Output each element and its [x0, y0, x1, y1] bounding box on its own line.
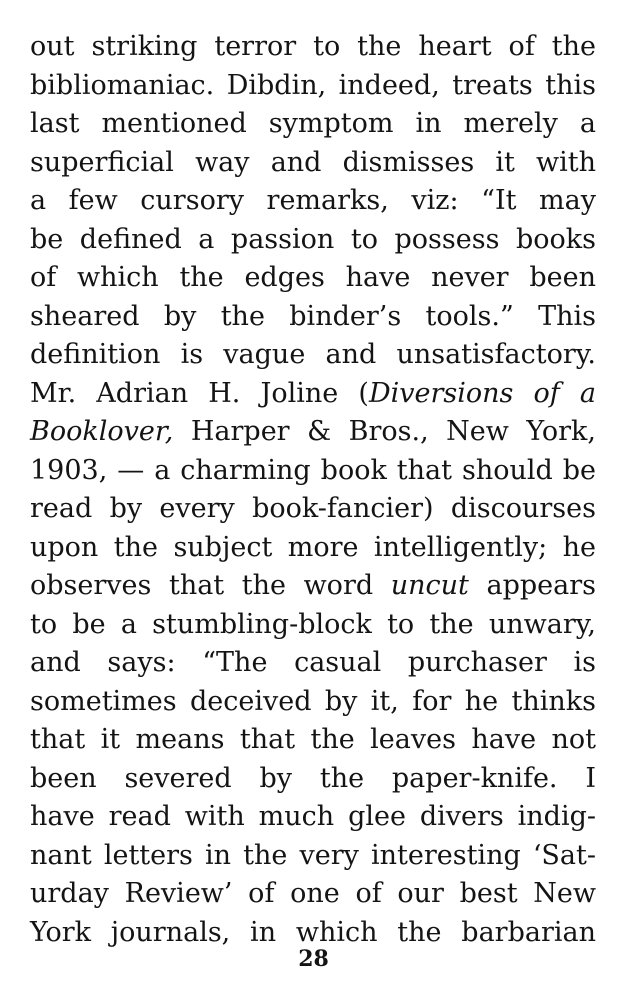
text-run: read by every book-fancier) discourses [30, 493, 596, 524]
italic-text: Booklover, [30, 416, 174, 447]
text-run: been severed by the paper-knife. I [30, 762, 596, 794]
text-run: York journals, in which the barbarian [30, 916, 596, 948]
text-run: and says: “The casual purchaser is [30, 647, 596, 678]
text-line [30, 413, 596, 452]
page-number: 28 [298, 946, 329, 972]
text-line [30, 529, 596, 568]
text-line [30, 298, 596, 337]
text-line [30, 144, 596, 183]
text-line [30, 452, 596, 491]
text-line [30, 721, 596, 760]
text-line [30, 221, 596, 260]
text-line [30, 336, 596, 375]
text-line [30, 760, 596, 799]
text-run: sheared by the binder’s tools.” This [30, 300, 596, 332]
text-run: last mentioned symptom in merely a [30, 108, 596, 139]
text-line [30, 683, 596, 722]
text-run: to be a stumbling-block to the unwary, [30, 608, 596, 640]
text-run: superficial way and dismisses it with [30, 146, 596, 178]
text-line [30, 182, 596, 221]
text-run: have read with much glee divers indig- [30, 801, 596, 832]
text-line [30, 375, 596, 414]
text-run: Harper & Bros., New York, [173, 416, 596, 447]
text-run: observes that the word [30, 570, 391, 601]
text-line [30, 567, 596, 606]
italic-text: Diversions of a [368, 377, 596, 409]
text-run: sometimes deceived by it, for he thinks [30, 685, 596, 717]
text-line [30, 644, 596, 683]
text-run: of which the edges have never been [30, 262, 596, 293]
text-run: Mr. Adrian H. Joline ( [30, 377, 369, 409]
text-run: nant letters in the very interesting ‘Sat- [30, 839, 596, 871]
text-run: bibliomaniac. Dibdin, indeed, treats this [30, 69, 596, 101]
text-line [30, 798, 596, 837]
italic-text: uncut [390, 570, 469, 601]
text-run: appears [468, 570, 596, 601]
text-line [30, 875, 596, 914]
text-run: upon the subject more intelligently; he [30, 531, 596, 563]
body-text [30, 28, 596, 952]
text-line [30, 837, 596, 876]
text-run: a few cursory remarks, viz: “It may [30, 185, 596, 216]
text-run: out striking terror to the heart of the [30, 31, 596, 62]
text-run: definition is vague and unsatisfactory. [30, 339, 596, 370]
text-run: urday Review’ of one of our best New [30, 878, 596, 909]
text-line [30, 105, 596, 144]
text-run: that it means that the leaves have not [30, 724, 596, 755]
text-line [30, 606, 596, 645]
text-line [30, 28, 596, 67]
text-run: be defined a passion to possess books [30, 223, 596, 255]
text-line [30, 259, 596, 298]
text-line [30, 490, 596, 529]
text-run: 1903, — a charming book that should be [30, 454, 596, 486]
text-line [30, 67, 596, 106]
